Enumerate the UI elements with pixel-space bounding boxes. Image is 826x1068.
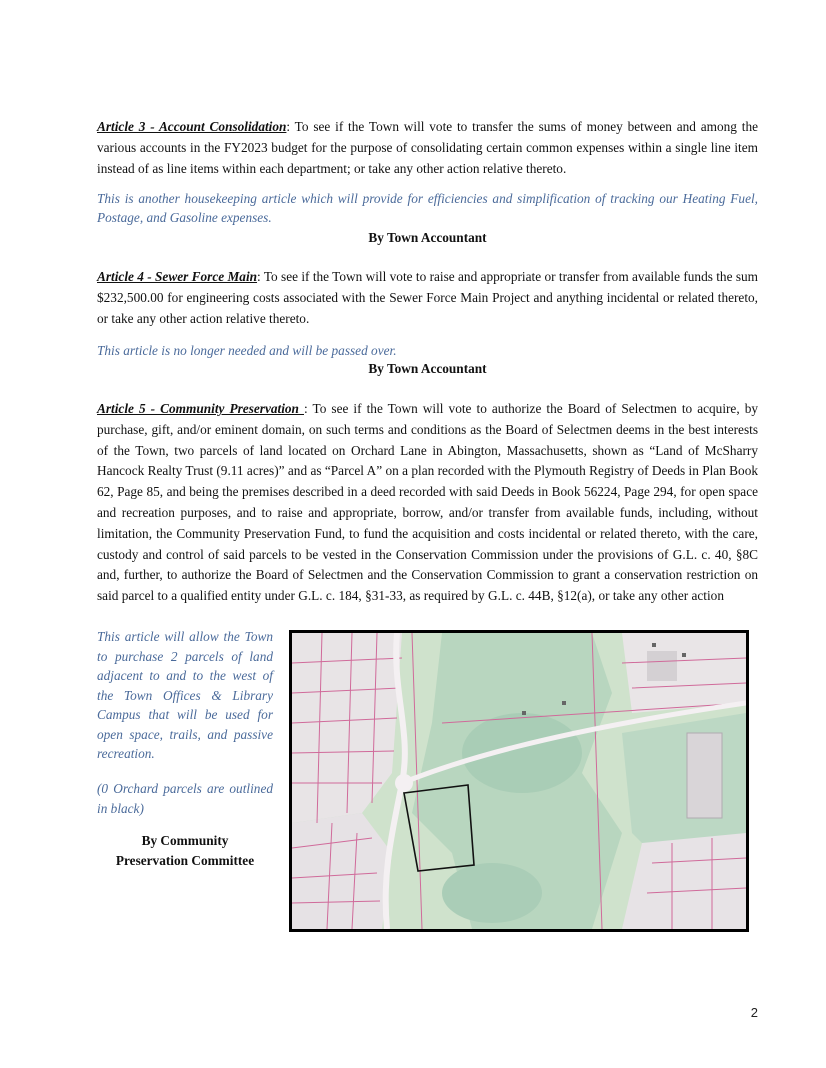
article-4-byline: By Town Accountant: [368, 361, 487, 376]
article-4-note: This article is no longer needed and will be passed over.: [97, 343, 397, 358]
article-5-text: : To see if the Town will vote to authorize the Board of Selectmen to acquire, by purchase, gift, and/or eminent domain, on such terms and conditions as the Board of Selectmen deems in the best interests of the Town, two parcels of land located on Orchard Lane in Abington, Massachusetts, shown as “Land of McSharry Hancock Realty Trust (9.11 acres)” and as “Parcel A” on a plan recorded with the Plymouth Registry of Deeds in Plan Book 62, Page 85, and being the premises described in a deed recorded with said Deeds in Book 56224, Page 294, for open space and recreation purposes, and to raise and appropriate, borrow, and/or transfer from available funds, including, without limitation, the Community Preservation Fund, to fund the acquisition and costs incidental or related thereto, with the care, custody and control of said parcels to be vested in the Conservation Commission under the provisions of G.L. c. 40, §8C and, further, to authorize the Board of Selectmen and the Conservation Commission to grant a conservation restriction on said parcel to a qualified entity under G.L. c. 184, §31-33, as required by G.L. c. 44B, §12(a), or take any other action: [97, 401, 759, 604]
article-5-byline-line2: Preservation Committee: [115, 853, 255, 868]
article-4-title: Article 4 - Sewer Force Main: [97, 269, 258, 284]
article-3-note: This is another housekeeping article which will provide for efficiencies and simplification of tracking our Heating Fuel, Postage, and Gasoline expenses.: [97, 191, 758, 225]
article-5-byline-line1: By Community: [141, 833, 229, 848]
article-5-title: Article 5 - Community Preservation: [97, 401, 304, 416]
article-3-title: Article 3 - Account Consolidation: [97, 119, 287, 134]
article-5-byline: [97, 831, 273, 871]
article-4-text: : To see if the Town will vote to raise and appropriate or transfer from available funds the sum $232,500.00 for engineering costs associated with the Sewer Force Main Project and anything incidental or related thereto, or take any other action relative thereto.: [97, 269, 758, 326]
article-3-text: : To see if the Town will vote to transfer the sums of money between and among the various accounts in the FY2023 budget for the purpose of consolidating certain common expenses within a single line item instead of as line items within each department; or take any other action relative thereto.: [97, 119, 758, 176]
article-5-note-parcels: (0 Orchard parcels are outlined in black): [97, 781, 273, 816]
article-4-paragraph: [97, 266, 758, 329]
parcel-map-graphic: [292, 633, 746, 929]
parcel-map-image: [289, 630, 749, 932]
article-3-paragraph: [97, 116, 758, 179]
article-5-note: This article will allow the Town to purchase 2 parcels of land adjacent to and to the west of the Town Offices & Library Campus that will be used for open space, trails, and passive recreation.: [97, 629, 273, 761]
article-5-paragraph: [97, 399, 758, 607]
article-3-byline: By Town Accountant: [368, 230, 487, 245]
page-number: 2: [750, 1005, 758, 1020]
